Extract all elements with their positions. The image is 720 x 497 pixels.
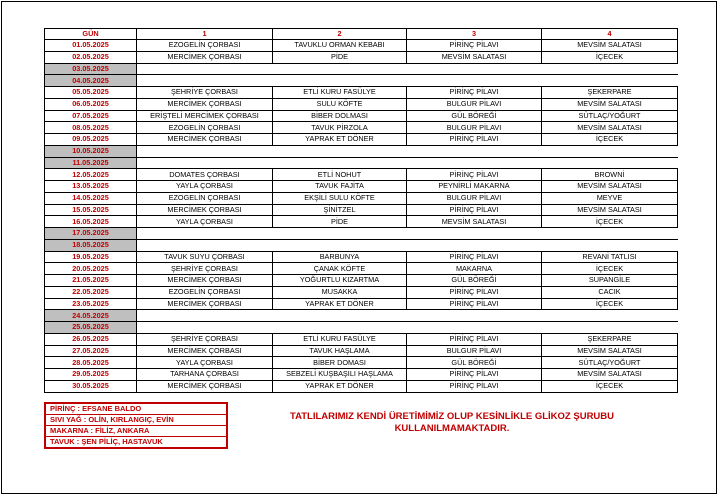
menu-date: 22.05.2025 [45,286,137,298]
menu-cell-2: TAVUK FAJİTA [273,181,407,193]
menu-row [45,122,678,134]
menu-cell-1: MERCİMEK ÇORBASI [137,98,273,110]
menu-cell-1: TARHANA ÇORBASI [137,369,273,381]
menu-cell-4: SÜTLAÇ/YOĞURT [542,110,678,122]
menu-date: 12.05.2025 [45,169,137,181]
menu-row [45,40,678,52]
menu-cell-1: MERCİMEK ÇORBASI [137,380,273,392]
menu-cell-1: EZOGELİN ÇORBASI [137,122,273,134]
menu-cell-3: PEYNİRLİ MAKARNA [407,181,542,193]
menu-date: 14.05.2025 [45,192,137,204]
menu-cell-2: PİDE [273,51,407,63]
menu-cell-1: EZOGELİN ÇORBASI [137,286,273,298]
menu-cell-4: MEVSİM SALATASI [542,98,678,110]
menu-date: 15.05.2025 [45,204,137,216]
menu-empty-cell [137,310,678,322]
menu-row [45,145,678,157]
menu-row [45,110,678,122]
menu-cell-2: BİBER DOMASI [273,357,407,369]
menu-cell-2: YOĞURTLU KIZARTMA [273,275,407,287]
menu-row [45,357,678,369]
menu-cell-2: YAPRAK ET DÖNER [273,134,407,146]
menu-row [45,216,678,228]
header-col-2: 2 [273,29,407,40]
menu-cell-1: EZOGELİN ÇORBASI [137,192,273,204]
menu-row [45,181,678,193]
menu-cell-4: İÇECEK [542,216,678,228]
menu-cell-4: SUPANGİLE [542,275,678,287]
menu-cell-3: MAKARNA [407,263,542,275]
menu-row [45,322,678,334]
menu-table [44,28,678,393]
menu-row [45,157,678,169]
menu-cell-4: MEVSİM SALATASI [542,122,678,134]
menu-date: 20.05.2025 [45,263,137,275]
menu-date: 04.05.2025 [45,75,137,87]
menu-row [45,134,678,146]
menu-date: 27.05.2025 [45,345,137,357]
menu-body [45,40,678,393]
menu-cell-3: PİRİNÇ PİLAVI [407,204,542,216]
menu-cell-1: EZOGELİN ÇORBASI [137,40,273,52]
menu-cell-3: PİRİNÇ PİLAVI [407,87,542,99]
supplier-row [45,415,227,426]
menu-cell-4: BROWNİ [542,169,678,181]
menu-cell-3: PİRİNÇ PİLAVI [407,333,542,345]
supplier-row [45,403,227,415]
menu-cell-3: GÜL BÖREĞİ [407,110,542,122]
menu-row [45,228,678,240]
supplier-oil: SIVI YAĞ : OLİN, KIRLANGIÇ, EVİN [45,415,227,426]
menu-row [45,63,678,75]
menu-cell-3: MEVSİM SALATASI [407,51,542,63]
menu-cell-1: ŞEHRİYE ÇORBASI [137,333,273,345]
menu-cell-1: YAYLA ÇORBASI [137,357,273,369]
menu-cell-2: EKŞİLİ SULU KÖFTE [273,192,407,204]
menu-cell-2: TAVUK HAŞLAMA [273,345,407,357]
menu-row [45,310,678,322]
menu-date: 18.05.2025 [45,239,137,251]
menu-empty-cell [137,63,678,75]
menu-cell-4: İÇECEK [542,298,678,310]
menu-row [45,263,678,275]
menu-cell-2: YAPRAK ET DÖNER [273,380,407,392]
menu-date: 24.05.2025 [45,310,137,322]
menu-cell-4: MEVSİM SALATASI [542,40,678,52]
header-col-4: 4 [542,29,678,40]
menu-date: 25.05.2025 [45,322,137,334]
menu-cell-3: BULGUR PİLAVI [407,345,542,357]
menu-cell-4: MEVSİM SALATASI [542,181,678,193]
menu-cell-4: İÇECEK [542,51,678,63]
menu-date: 01.05.2025 [45,40,137,52]
menu-date: 03.05.2025 [45,63,137,75]
menu-cell-1: MERCİMEK ÇORBASI [137,275,273,287]
supplier-row [45,437,227,449]
menu-cell-4: İÇECEK [542,380,678,392]
menu-cell-1: ŞEHRİYE ÇORBASI [137,263,273,275]
menu-row [45,75,678,87]
menu-row [45,369,678,381]
header-col-3: 3 [407,29,542,40]
menu-date: 11.05.2025 [45,157,137,169]
menu-date: 29.05.2025 [45,369,137,381]
menu-row [45,87,678,99]
menu-cell-4: MEVSİM SALATASI [542,369,678,381]
menu-cell-3: BULGUR PİLAVI [407,192,542,204]
menu-cell-4: CACIK [542,286,678,298]
menu-date: 19.05.2025 [45,251,137,263]
supplier-list [44,402,228,449]
menu-empty-cell [137,322,678,334]
menu-cell-3: GÜL BÖREĞİ [407,357,542,369]
menu-row [45,192,678,204]
menu-cell-1: ERİŞTELİ MERCİMEK ÇORBASI [137,110,273,122]
menu-date: 05.05.2025 [45,87,137,99]
menu-date: 10.05.2025 [45,145,137,157]
menu-cell-3: PİRİNÇ PİLAVI [407,380,542,392]
menu-cell-4: MEVSİM SALATASI [542,345,678,357]
menu-cell-4: MEYVE [542,192,678,204]
menu-empty-cell [137,157,678,169]
menu-date: 28.05.2025 [45,357,137,369]
menu-row [45,298,678,310]
menu-cell-3: PİRİNÇ PİLAVI [407,40,542,52]
menu-cell-1: YAYLA ÇORBASI [137,216,273,228]
menu-date: 06.05.2025 [45,98,137,110]
supplier-pasta: MAKARNA : FİLİZ, ANKARA [45,426,227,437]
glucose-notice [252,411,652,435]
menu-cell-3: PİRİNÇ PİLAVI [407,286,542,298]
menu-date: 26.05.2025 [45,333,137,345]
notice-line-1: TATLILARIMIZ KENDİ ÜRETİMİMİZ OLUP KESİNLİKLE GLİKOZ ŞURUBU [289,411,615,422]
menu-cell-2: ETLİ NOHUT [273,169,407,181]
menu-cell-4: REVANİ TATLISI [542,251,678,263]
menu-cell-4: ŞEKERPARE [542,333,678,345]
menu-date: 13.05.2025 [45,181,137,193]
menu-date: 02.05.2025 [45,51,137,63]
menu-cell-1: MERCİMEK ÇORBASI [137,51,273,63]
menu-row [45,204,678,216]
menu-cell-2: BİBER DOLMASI [273,110,407,122]
menu-cell-4: İÇECEK [542,134,678,146]
menu-date: 23.05.2025 [45,298,137,310]
menu-cell-3: PİRİNÇ PİLAVI [407,251,542,263]
header-col-1: 1 [137,29,273,40]
notice-line-2: KULLANILMAMAKTADIR. [394,423,510,434]
menu-cell-3: PİRİNÇ PİLAVI [407,134,542,146]
menu-cell-2: ETLİ KURU FASÜLYE [273,333,407,345]
menu-empty-cell [137,145,678,157]
menu-row [45,251,678,263]
menu-cell-3: BULGUR PİLAVI [407,98,542,110]
menu-cell-1: MERCİMEK ÇORBASI [137,134,273,146]
menu-row [45,345,678,357]
menu-cell-1: TAVUK SUYU ÇORBASI [137,251,273,263]
menu-cell-2: MUSAKKA [273,286,407,298]
menu-row [45,275,678,287]
menu-cell-2: YAPRAK ET DÖNER [273,298,407,310]
menu-cell-2: SULU KÖFTE [273,98,407,110]
menu-date: 21.05.2025 [45,275,137,287]
menu-date: 09.05.2025 [45,134,137,146]
menu-empty-cell [137,239,678,251]
menu-cell-4: İÇECEK [542,263,678,275]
menu-row [45,380,678,392]
menu-cell-2: SEBZELİ KUŞBAŞILI HAŞLAMA [273,369,407,381]
menu-row [45,98,678,110]
menu-cell-3: PİRİNÇ PİLAVI [407,298,542,310]
header-day: GÜN [45,29,137,40]
supplier-row [45,426,227,437]
menu-row [45,169,678,181]
menu-cell-1: MERCİMEK ÇORBASI [137,204,273,216]
menu-cell-2: TAVUKLU ORMAN KEBABI [273,40,407,52]
menu-cell-1: MERCİMEK ÇORBASI [137,345,273,357]
menu-cell-1: ŞEHRİYE ÇORBASI [137,87,273,99]
menu-cell-3: PİRİNÇ PİLAVI [407,169,542,181]
menu-cell-3: MEVSİM SALATASI [407,216,542,228]
menu-cell-2: ÇANAK KÖFTE [273,263,407,275]
menu-date: 16.05.2025 [45,216,137,228]
menu-row [45,239,678,251]
menu-row [45,286,678,298]
supplier-chicken: TAVUK : ŞEN PİLİÇ, HASTAVUK [45,437,227,449]
menu-date: 07.05.2025 [45,110,137,122]
menu-cell-2: ŞİNİTZEL [273,204,407,216]
menu-row [45,51,678,63]
menu-cell-4: ŞEKERPARE [542,87,678,99]
menu-empty-cell [137,75,678,87]
menu-empty-cell [137,228,678,240]
menu-date: 30.05.2025 [45,380,137,392]
menu-header-row [45,29,678,40]
supplier-rice: PİRİNÇ : EFSANE BALDO [45,403,227,415]
menu-cell-1: MERCİMEK ÇORBASI [137,298,273,310]
menu-cell-2: ETLİ KURU FASÜLYE [273,87,407,99]
menu-cell-4: MEVSİM SALATASI [542,204,678,216]
menu-cell-2: PİDE [273,216,407,228]
menu-date: 08.05.2025 [45,122,137,134]
menu-cell-2: BARBUNYA [273,251,407,263]
menu-cell-4: SÜTLAÇ/YOĞURT [542,357,678,369]
menu-cell-3: GÜL BÖREĞİ [407,275,542,287]
menu-cell-1: YAYLA ÇORBASI [137,181,273,193]
menu-cell-3: BULGUR PİLAVI [407,122,542,134]
menu-cell-1: DOMATES ÇORBASI [137,169,273,181]
menu-cell-2: TAVUK PİRZOLA [273,122,407,134]
menu-cell-3: PİRİNÇ PİLAVI [407,369,542,381]
menu-row [45,333,678,345]
menu-date: 17.05.2025 [45,228,137,240]
